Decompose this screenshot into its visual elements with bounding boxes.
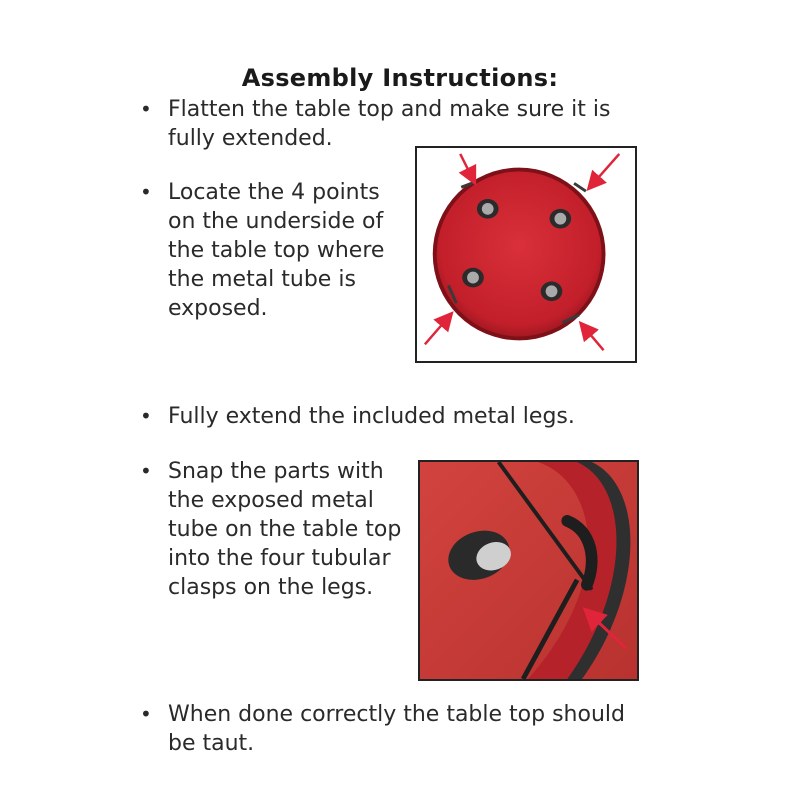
bullet-marker: • [140,97,152,121]
step-5-text: When done correctly the table top should be taut. [168,702,625,756]
clasp-closeup-illustration [420,462,637,679]
bullet-marker: • [140,459,152,483]
step-4-text: Snap the parts with the exposed metal tube on the table top into the four tubular clasps on the legs. [168,459,402,600]
step-1-text: Flatten the table top and make sure it is fully extended. [168,97,611,151]
page-title: Assembly Instructions: [241,64,559,92]
bullet-marker: • [140,404,152,428]
bullet-marker: • [140,702,152,726]
table-underside-illustration [417,148,635,361]
table-top-circle [437,172,602,337]
table-underside-photo [415,146,637,363]
clasp-closeup-photo [418,460,639,681]
step-3-text: Fully extend the included metal legs. [168,404,575,429]
bullet-marker: • [140,180,152,204]
step-2-text: Locate the 4 points on the underside of the table top where the metal tube is exposed. [168,180,385,321]
